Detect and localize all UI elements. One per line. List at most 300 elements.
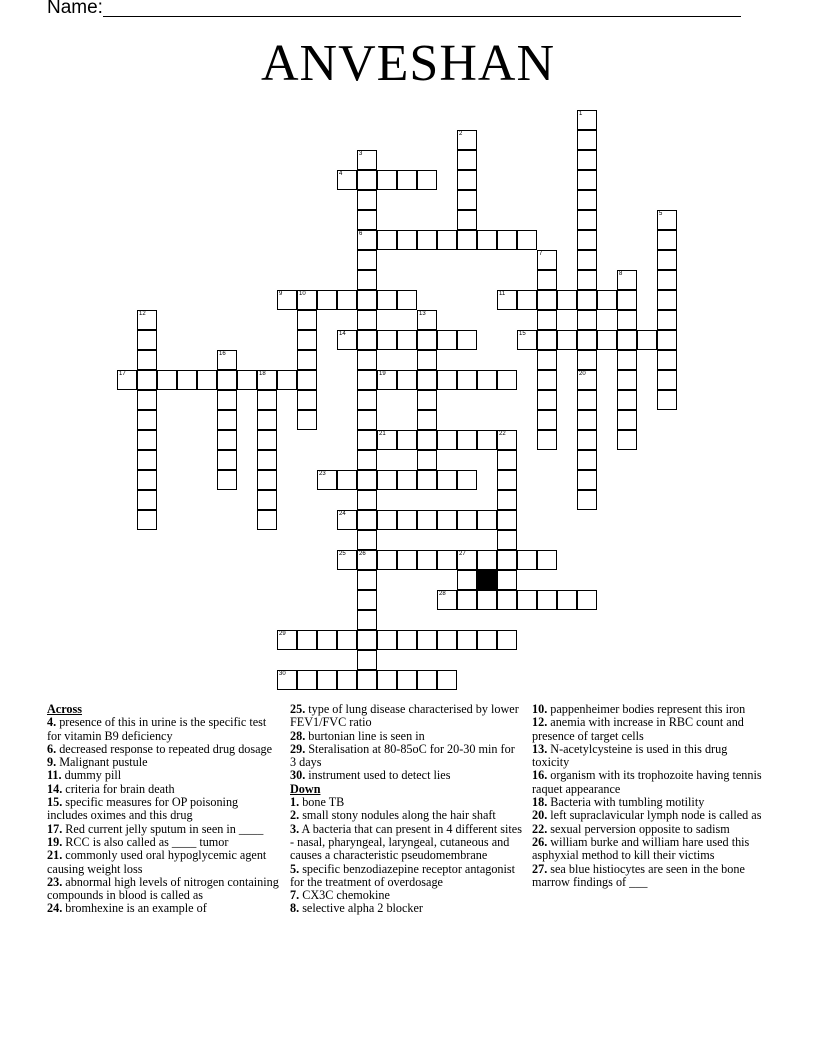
grid-cell[interactable] <box>637 330 657 350</box>
clue-number: 24. <box>47 901 63 916</box>
clue-number: 20. <box>532 808 548 823</box>
grid-cell[interactable] <box>617 330 637 350</box>
clue-number: 3. <box>290 821 300 836</box>
grid-cell[interactable] <box>357 470 377 490</box>
grid-cell[interactable] <box>357 570 377 590</box>
grid-cell[interactable] <box>477 630 497 650</box>
grid-cell[interactable] <box>417 310 437 330</box>
grid-cell[interactable] <box>537 330 557 350</box>
grid-cell[interactable] <box>417 370 437 390</box>
clue-number: 27. <box>532 861 548 876</box>
grid-cell[interactable] <box>557 330 577 350</box>
clue-text: N-acetylcysteine is used in this drug toxicity <box>532 741 728 770</box>
grid-cell[interactable] <box>497 430 517 450</box>
grid-cell[interactable] <box>577 310 597 330</box>
clue-text: A bacteria that can present in 4 different sites - nasal, pharyngeal, laryngeal, cutaneous and causes a characteristic pseudomembrane <box>290 821 522 863</box>
clue-across-24 <box>47 902 279 915</box>
grid-cell[interactable] <box>557 290 577 310</box>
grid-cell[interactable] <box>357 670 377 690</box>
grid-cell[interactable] <box>397 230 417 250</box>
grid-cell[interactable] <box>497 530 517 550</box>
grid-cell[interactable] <box>197 370 217 390</box>
grid-cell[interactable] <box>617 390 637 410</box>
clue-down-26 <box>532 836 764 863</box>
clue-number: 12. <box>532 715 548 730</box>
cell-number: 28 <box>439 591 446 597</box>
clue-text: selective alpha 2 blocker <box>302 901 423 916</box>
cell-number: 14 <box>339 331 346 337</box>
grid-cell[interactable] <box>657 310 677 330</box>
grid-cell[interactable] <box>417 670 437 690</box>
grid-cell[interactable] <box>537 370 557 390</box>
grid-cell[interactable] <box>277 290 297 310</box>
grid-cell[interactable] <box>497 590 517 610</box>
grid-cell[interactable] <box>377 630 397 650</box>
grid-cell[interactable] <box>357 450 377 470</box>
grid-cell[interactable] <box>517 590 537 610</box>
grid-cell[interactable] <box>497 230 517 250</box>
grid-cell[interactable] <box>597 330 617 350</box>
grid-cell[interactable] <box>577 490 597 510</box>
grid-cell[interactable] <box>657 290 677 310</box>
clue-text: RCC is also called as ____ tumor <box>65 834 229 849</box>
clue-text: william burke and william hare used this asphyxial method to kill their victims <box>532 834 750 863</box>
grid-cell[interactable] <box>457 510 477 530</box>
grid-cell[interactable] <box>537 290 557 310</box>
grid-cell[interactable] <box>457 370 477 390</box>
clue-text: decreased response to repeated drug dosage <box>59 741 273 756</box>
grid-cell[interactable] <box>657 250 677 270</box>
clue-number: 2. <box>290 808 300 823</box>
grid-cell[interactable] <box>257 490 277 510</box>
grid-cell[interactable] <box>537 430 557 450</box>
grid-cell[interactable] <box>437 590 457 610</box>
clue-down-8 <box>290 902 522 915</box>
grid-cell[interactable] <box>517 230 537 250</box>
grid-cell[interactable] <box>217 430 237 450</box>
grid-cell[interactable] <box>457 150 477 170</box>
grid-cell[interactable] <box>497 290 517 310</box>
grid-cell[interactable] <box>577 110 597 130</box>
grid-cell[interactable] <box>457 230 477 250</box>
grid-cell[interactable] <box>357 330 377 350</box>
grid-cell[interactable] <box>657 230 677 250</box>
grid-cell[interactable] <box>517 290 537 310</box>
grid-cell[interactable] <box>337 630 357 650</box>
clue-across-14 <box>47 783 279 796</box>
clue-down-20 <box>532 809 764 822</box>
grid-cell[interactable] <box>397 670 417 690</box>
clue-text: small stony nodules along the hair shaft <box>302 808 496 823</box>
grid-cell[interactable] <box>357 190 377 210</box>
grid-cell[interactable] <box>457 470 477 490</box>
clue-number: 6. <box>47 741 57 756</box>
grid-cell[interactable] <box>297 670 317 690</box>
grid-cell[interactable] <box>497 630 517 650</box>
grid-cell[interactable] <box>497 470 517 490</box>
grid-cell[interactable] <box>597 290 617 310</box>
clue-across-25 <box>290 703 522 730</box>
cell-number: 3 <box>359 151 363 157</box>
grid-cell[interactable] <box>397 630 417 650</box>
clue-down-27 <box>532 863 764 890</box>
grid-cell[interactable] <box>257 390 277 410</box>
grid-cell[interactable] <box>537 310 557 330</box>
grid-cell[interactable] <box>137 310 157 330</box>
grid-cell[interactable] <box>577 210 597 230</box>
grid-cell[interactable] <box>617 410 637 430</box>
grid-cell[interactable] <box>457 210 477 230</box>
grid-cell[interactable] <box>297 370 317 390</box>
grid-cell[interactable] <box>457 130 477 150</box>
grid-cell[interactable] <box>297 350 317 370</box>
clue-across-9 <box>47 756 279 769</box>
grid-cell[interactable] <box>397 370 417 390</box>
grid-cell[interactable] <box>357 150 377 170</box>
grid-cell[interactable] <box>357 270 377 290</box>
grid-cell[interactable] <box>257 510 277 530</box>
grid-cell[interactable] <box>357 250 377 270</box>
grid-cell[interactable] <box>357 550 377 570</box>
grid-cell[interactable] <box>357 230 377 250</box>
grid-cell[interactable] <box>417 350 437 370</box>
grid-cell[interactable] <box>557 590 577 610</box>
grid-cell[interactable] <box>537 390 557 410</box>
grid-cell[interactable] <box>577 170 597 190</box>
grid-cell[interactable] <box>577 130 597 150</box>
grid-cell[interactable] <box>157 370 177 390</box>
grid-cell[interactable] <box>517 330 537 350</box>
grid-cell[interactable] <box>357 610 377 630</box>
grid-cell[interactable] <box>457 170 477 190</box>
clue-text: specific benzodiazepine receptor antagonist for the treatment of overdosage <box>290 861 516 889</box>
grid-cell[interactable] <box>357 510 377 530</box>
grid-cell[interactable] <box>337 470 357 490</box>
clue-text: bromhexine is an example of <box>65 901 207 916</box>
grid-cell[interactable] <box>577 290 597 310</box>
grid-cell[interactable] <box>397 430 417 450</box>
grid-cell[interactable] <box>537 590 557 610</box>
grid-cell[interactable] <box>277 630 297 650</box>
clue-text: bone TB <box>302 795 345 810</box>
grid-cell[interactable] <box>277 370 297 390</box>
grid-cell[interactable] <box>497 490 517 510</box>
grid-cell[interactable] <box>437 670 457 690</box>
clue-across-29 <box>290 743 522 770</box>
grid-cell[interactable] <box>577 370 597 390</box>
grid-cell[interactable] <box>577 350 597 370</box>
clue-text: sexual perversion opposite to sadism <box>550 821 730 836</box>
grid-cell[interactable] <box>657 390 677 410</box>
grid-cell[interactable] <box>337 510 357 530</box>
clue-across-6 <box>47 743 279 756</box>
grid-cell[interactable] <box>577 190 597 210</box>
clue-across-28 <box>290 730 522 743</box>
clue-text: Malignant pustule <box>59 755 148 770</box>
grid-cell[interactable] <box>617 370 637 390</box>
grid-cell[interactable] <box>377 370 397 390</box>
clue-text: pappenheimer bodies represent this iron <box>550 702 746 716</box>
grid-cell[interactable] <box>497 450 517 470</box>
grid-cell[interactable] <box>377 330 397 350</box>
grid-cell[interactable] <box>497 550 517 570</box>
grid-cell[interactable] <box>437 550 457 570</box>
grid-cell[interactable] <box>477 510 497 530</box>
grid-cell[interactable] <box>217 390 237 410</box>
grid-cell[interactable] <box>397 330 417 350</box>
cell-number: 13 <box>419 311 426 317</box>
grid-cell[interactable] <box>497 570 517 590</box>
grid-cell[interactable] <box>457 330 477 350</box>
grid-cell[interactable] <box>577 390 597 410</box>
grid-cell[interactable] <box>577 250 597 270</box>
cell-number: 27 <box>459 551 466 557</box>
grid-cell[interactable] <box>377 670 397 690</box>
grid-cell[interactable] <box>117 370 137 390</box>
cell-number: 1 <box>579 111 583 117</box>
grid-cell[interactable] <box>357 350 377 370</box>
grid-cell[interactable] <box>657 210 677 230</box>
grid-cell[interactable] <box>377 470 397 490</box>
clue-text: Bacteria with tumbling motility <box>550 795 705 810</box>
grid-cell[interactable] <box>657 370 677 390</box>
grid-cell[interactable] <box>457 570 477 590</box>
grid-cell[interactable] <box>477 550 497 570</box>
clue-number: 29. <box>290 741 306 756</box>
grid-cell[interactable] <box>417 550 437 570</box>
grid-cell[interactable] <box>317 630 337 650</box>
grid-cell[interactable] <box>577 410 597 430</box>
grid-cell[interactable] <box>437 510 457 530</box>
grid-cell[interactable] <box>417 410 437 430</box>
grid-cell[interactable] <box>437 370 457 390</box>
clue-number: 10. <box>532 702 548 716</box>
grid-cell[interactable] <box>357 530 377 550</box>
grid-cell[interactable] <box>477 230 497 250</box>
cell-number: 11 <box>499 291 506 297</box>
cell-number: 19 <box>379 371 386 377</box>
grid-cell[interactable] <box>257 450 277 470</box>
grid-cell[interactable] <box>397 470 417 490</box>
grid-cell[interactable] <box>417 510 437 530</box>
grid-cell[interactable] <box>357 430 377 450</box>
grid-cell[interactable] <box>137 490 157 510</box>
grid-cell[interactable] <box>457 630 477 650</box>
grid-cell[interactable] <box>377 230 397 250</box>
grid-cell[interactable] <box>377 430 397 450</box>
grid-cell[interactable] <box>437 470 457 490</box>
grid-cell[interactable] <box>357 210 377 230</box>
grid-cell[interactable] <box>417 430 437 450</box>
grid-cell[interactable] <box>397 550 417 570</box>
grid-cell[interactable] <box>417 630 437 650</box>
grid-cell[interactable] <box>477 590 497 610</box>
grid-cell[interactable] <box>617 310 637 330</box>
grid-cell[interactable] <box>657 330 677 350</box>
cell-number: 10 <box>299 291 306 297</box>
grid-cell[interactable] <box>297 630 317 650</box>
clue-down-16 <box>532 769 764 796</box>
clue-down-2 <box>290 809 522 822</box>
grid-cell[interactable] <box>417 450 437 470</box>
grid-cell[interactable] <box>357 410 377 430</box>
grid-cell[interactable] <box>537 410 557 430</box>
grid-cell[interactable] <box>417 470 437 490</box>
cell-number: 24 <box>339 511 346 517</box>
grid-cell[interactable] <box>357 590 377 610</box>
grid-cell[interactable] <box>257 470 277 490</box>
clue-number: 13. <box>532 741 548 756</box>
grid-cell[interactable] <box>357 370 377 390</box>
across-heading: Across <box>47 702 82 716</box>
grid-cell[interactable] <box>357 390 377 410</box>
grid-cell[interactable] <box>397 510 417 530</box>
cell-number: 2 <box>459 131 463 137</box>
grid-cell[interactable] <box>137 370 157 390</box>
clue-text: type of lung disease characterised by lower FEV1/FVC ratio <box>290 702 519 730</box>
grid-cell[interactable] <box>397 290 417 310</box>
grid-cell[interactable] <box>377 290 397 310</box>
grid-cell[interactable] <box>137 470 157 490</box>
grid-cell[interactable] <box>617 430 637 450</box>
clue-text: instrument used to detect lies <box>308 768 451 783</box>
clue-number: 21. <box>47 848 63 863</box>
grid-cell[interactable] <box>337 550 357 570</box>
grid-cell[interactable] <box>377 510 397 530</box>
grid-cell[interactable] <box>257 410 277 430</box>
grid-cell[interactable] <box>217 410 237 430</box>
grid-cell[interactable] <box>217 370 237 390</box>
grid-cell[interactable] <box>537 270 557 290</box>
clue-number: 8. <box>290 901 300 916</box>
grid-cell[interactable] <box>537 350 557 370</box>
cell-number: 20 <box>579 371 586 377</box>
grid-cell[interactable] <box>457 550 477 570</box>
grid-cell[interactable] <box>577 590 597 610</box>
grid-cell[interactable] <box>217 470 237 490</box>
grid-cell[interactable] <box>617 270 637 290</box>
clue-text: burtonian line is seen in <box>308 728 425 743</box>
clue-number: 11. <box>47 768 62 783</box>
grid-cell[interactable] <box>417 330 437 350</box>
grid-cell[interactable] <box>617 290 637 310</box>
grid-cell[interactable] <box>437 430 457 450</box>
grid-cell[interactable] <box>457 190 477 210</box>
grid-cell[interactable] <box>577 430 597 450</box>
grid-cell[interactable] <box>257 370 277 390</box>
grid-cell[interactable] <box>137 350 157 370</box>
clue-text: anemia with increase in RBC count and presence of target cells <box>532 715 744 743</box>
grid-cell[interactable] <box>577 330 597 350</box>
grid-cell[interactable] <box>137 410 157 430</box>
clue-down-7 <box>290 889 522 902</box>
grid-cell[interactable] <box>297 390 317 410</box>
grid-cell[interactable] <box>337 290 357 310</box>
grid-cell[interactable] <box>577 230 597 250</box>
grid-cell[interactable] <box>177 370 197 390</box>
grid-cell[interactable] <box>397 170 417 190</box>
grid-cell[interactable] <box>657 350 677 370</box>
clue-text: commonly used oral hypoglycemic agent causing weight loss <box>47 848 267 876</box>
grid-cell[interactable] <box>437 330 457 350</box>
clue-number: 28. <box>290 728 306 743</box>
grid-cell[interactable] <box>297 410 317 430</box>
clue-number: 4. <box>47 715 57 730</box>
grid-cell[interactable] <box>457 430 477 450</box>
grid-cell[interactable] <box>657 270 677 290</box>
grid-cell[interactable] <box>297 290 317 310</box>
grid-cell[interactable] <box>317 290 337 310</box>
grid-cell[interactable] <box>257 430 277 450</box>
grid-cell[interactable] <box>477 370 497 390</box>
grid-cell[interactable] <box>217 450 237 470</box>
cell-number: 9 <box>279 291 283 297</box>
grid-cell[interactable] <box>217 350 237 370</box>
grid-cell[interactable] <box>137 510 157 530</box>
grid-cell[interactable] <box>137 430 157 450</box>
grid-cell[interactable] <box>297 330 317 350</box>
cell-number: 22 <box>499 431 506 437</box>
grid-cell[interactable] <box>377 170 397 190</box>
grid-cell[interactable] <box>617 350 637 370</box>
grid-cell[interactable] <box>577 150 597 170</box>
clue-down-12 <box>532 716 764 743</box>
grid-cell[interactable] <box>497 370 517 390</box>
clue-number: 9. <box>47 755 57 770</box>
grid-cell[interactable] <box>137 390 157 410</box>
grid-cell[interactable] <box>357 630 377 650</box>
grid-cell[interactable] <box>537 250 557 270</box>
grid-cell[interactable] <box>437 630 457 650</box>
cell-number: 6 <box>359 231 363 237</box>
grid-cell[interactable] <box>517 550 537 570</box>
grid-cell[interactable] <box>137 330 157 350</box>
grid-cell[interactable] <box>137 450 157 470</box>
grid-cell[interactable] <box>537 550 557 570</box>
clues-column-3 <box>532 703 764 889</box>
grid-cell[interactable] <box>437 230 457 250</box>
grid-cell[interactable] <box>237 370 257 390</box>
grid-cell[interactable] <box>357 170 377 190</box>
grid-cell[interactable] <box>577 270 597 290</box>
grid-cell[interactable] <box>577 470 597 490</box>
cell-number: 16 <box>219 351 226 357</box>
clue-across-17 <box>47 823 279 836</box>
grid-cell[interactable] <box>357 310 377 330</box>
grid-cell[interactable] <box>357 290 377 310</box>
grid-cell[interactable] <box>317 670 337 690</box>
cell-number: 5 <box>659 211 663 217</box>
grid-cell[interactable] <box>337 330 357 350</box>
clue-number: 22. <box>532 821 548 836</box>
grid-cell[interactable] <box>357 490 377 510</box>
grid-cell[interactable] <box>417 170 437 190</box>
grid-cell[interactable] <box>497 510 517 530</box>
grid-cell[interactable] <box>337 170 357 190</box>
grid-cell[interactable] <box>417 390 437 410</box>
cell-number: 30 <box>279 671 286 677</box>
grid-cell[interactable] <box>357 650 377 670</box>
grid-cell[interactable] <box>317 470 337 490</box>
grid-cell[interactable] <box>417 230 437 250</box>
grid-cell[interactable] <box>277 670 297 690</box>
grid-cell[interactable] <box>577 450 597 470</box>
grid-cell[interactable] <box>377 550 397 570</box>
grid-cell[interactable] <box>337 670 357 690</box>
grid-cell[interactable] <box>477 430 497 450</box>
grid-cell[interactable] <box>297 310 317 330</box>
grid-cell[interactable] <box>457 590 477 610</box>
